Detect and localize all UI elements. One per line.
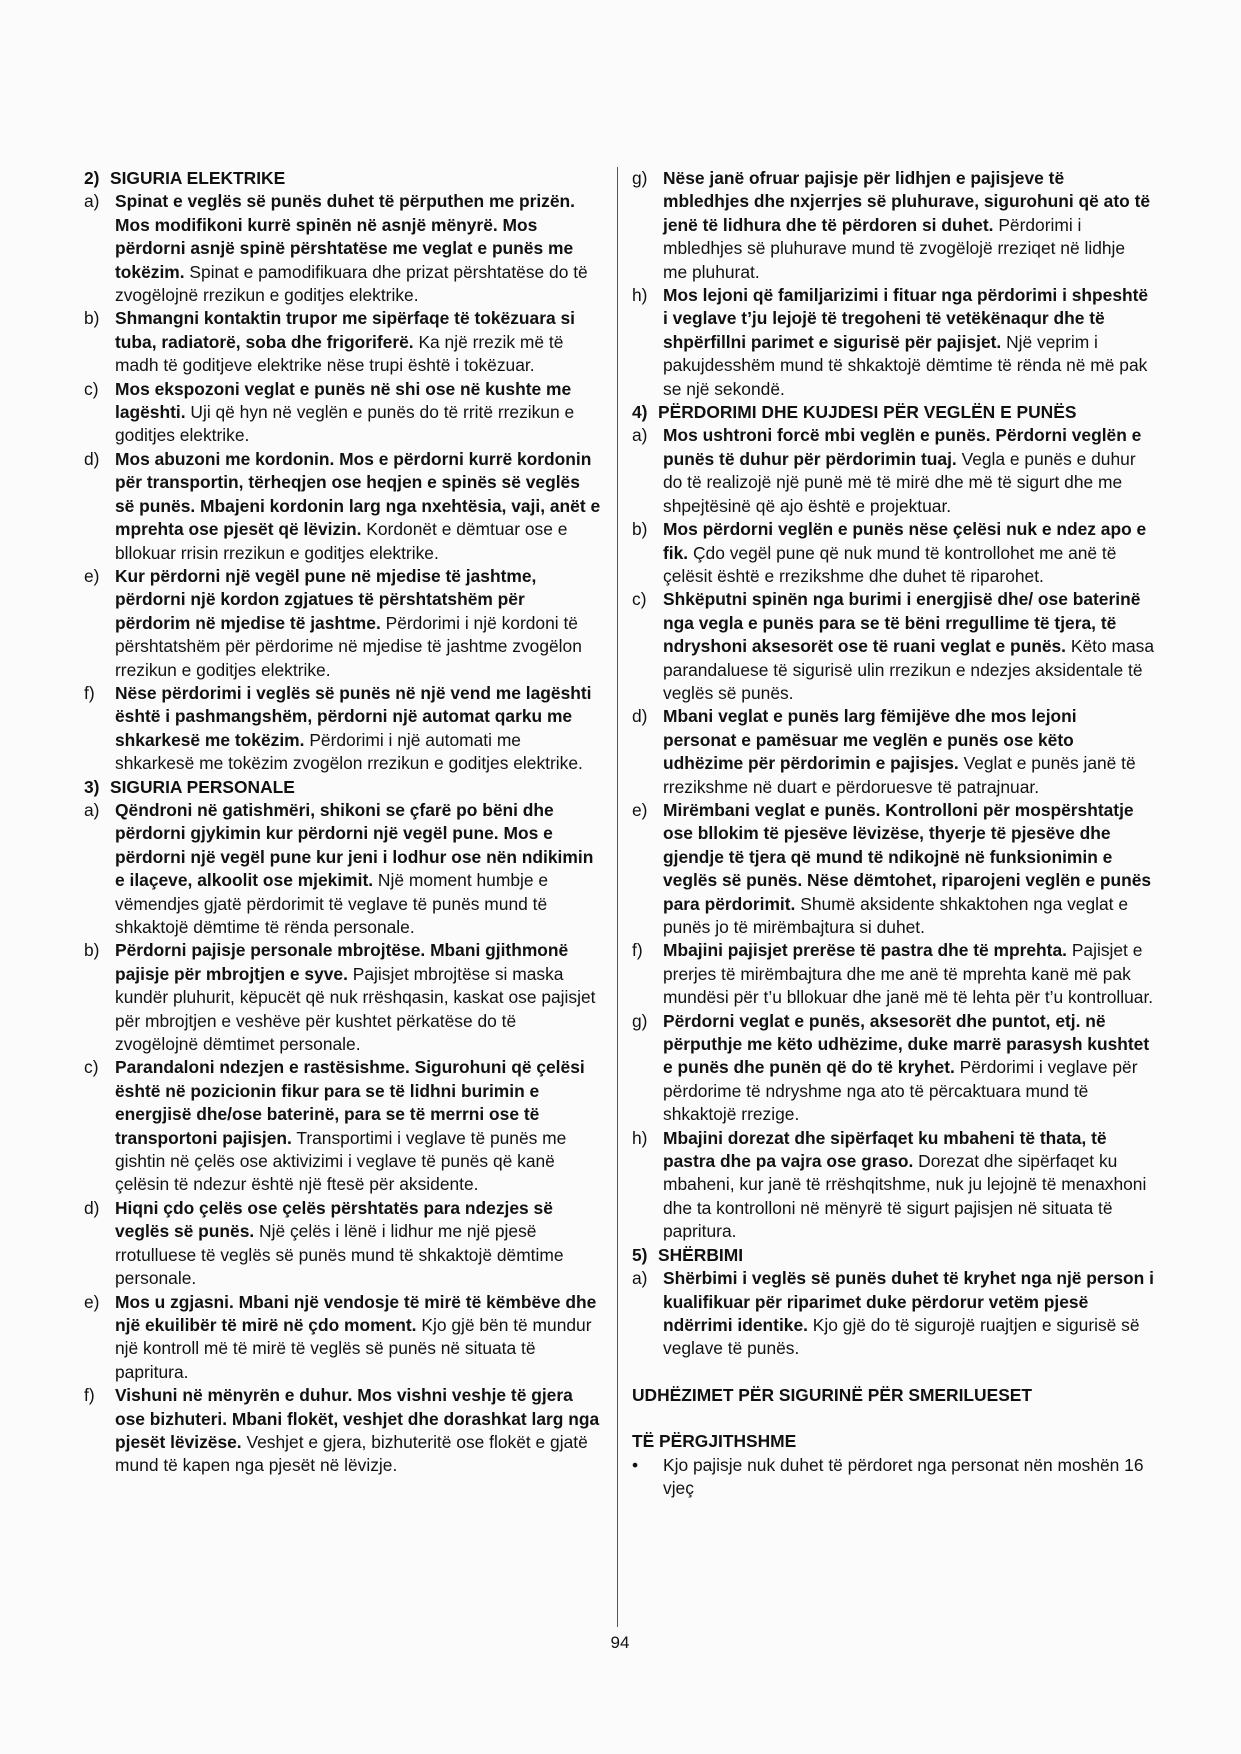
section-number: 3)	[84, 776, 100, 797]
item-bold-text: Mirëmbani veglat e punës. Kontrolloni për mospërshtatje ose bllokim të pjesëve lëvizëse, thyerje të pjesëve dhe gjendje të tjera që mund të ndikojnë në funksionimin e veglës së punës. Nëse dëmtohet, riparojeni veglën e punës para përdorimit.	[663, 799, 1152, 914]
item-bold-text: Shërbimi i veglës së punës duhet të kryhet nga një person i kualifikuar për riparimet duke përdorur vetëm pjesë ndërrimi identike.	[663, 1268, 1154, 1335]
section-number: 4)	[632, 402, 648, 423]
item-text: Përdorimi i veglave për përdorime të ndryshme nga ato të përcaktuara mund të shkaktojë rrezige.	[663, 1057, 1138, 1125]
section-title: SIGURIA ELEKTRIKE	[110, 168, 286, 188]
item-letter: g)	[632, 1010, 648, 1031]
item-letter: b)	[84, 308, 100, 329]
item-letter: a)	[84, 799, 100, 820]
list-item	[84, 448, 604, 565]
item-bold-text: Shmangni kontaktin trupor me sipërfaqe të tokëzuara si tuba, radiatorë, soba dhe frigoriferë.	[115, 308, 575, 352]
section-title: SIGURIA PERSONALE	[110, 776, 295, 797]
list-item	[84, 1056, 604, 1196]
item-bold-text: Parandaloni ndezjen e rastësishme. Sigurohuni që çelësi është në pozicionin fikur para se të lidhni burimin e energjisë dhe/ose baterinë, para se të merrni ose të transportoni pajisjen.	[115, 1057, 585, 1148]
list-item	[632, 799, 1154, 939]
list-item	[84, 1384, 604, 1478]
item-bold-text: Kur përdorni një vegël pune në mjedise të jashtme, përdorni një kordon zgjatues të përshtatshëm për përdorim në mjedise të jashtme.	[115, 565, 537, 633]
item-bold-text: Mos ekspozoni veglat e punës në shi ose në kushte me lagështi.	[115, 378, 572, 423]
item-text: Uji që hyn në veglën e punës do të rritë rrezikun e goditjes elektrike.	[115, 402, 575, 446]
item-text: Ka një rrezik më të madh të goditjeve elektrike nëse trupi është i tokëzuar.	[115, 331, 564, 376]
item-bold-text: Mbajini pajisjet prerëse të pastra dhe të mprehta.	[663, 940, 1067, 961]
item-letter: d)	[632, 706, 648, 727]
item-text: Kjo gjë do të sigurojë ruajtjen e sigurisë së veglave të punës.	[663, 1314, 1140, 1359]
spacer	[632, 1407, 1154, 1430]
item-letter: e)	[84, 565, 100, 586]
item-letter: e)	[632, 799, 648, 820]
item-bold-text: Vishuni në mënyrën e duhur. Mos vishni veshje të gjera ose bizhuteri. Mbani flokët, veshjet dhe dorashkat larg nga pjesët lëvizëse.	[115, 1385, 600, 1452]
item-bold-text: Përdorni veglat e punës, aksesorët dhe puntot, etj. në përputhje me këto udhëzime, duke marrë parasysh kushtet e punës dhe punën që do të kryhet.	[663, 1010, 1150, 1078]
item-letter: d)	[84, 1197, 100, 1218]
item-text: Kordonët e dëmtuar ose e bllokuar rrisin rrezikun e goditjes elektrike.	[115, 519, 568, 563]
section-heading	[84, 167, 604, 190]
list-item	[84, 378, 604, 448]
item-bold-text: Nëse janë ofruar pajisje për lidhjen e pajisjeve të mbledhjes dhe nxjerrjes së pluhurave, sigurohuni që ato të jenë të lidhura dhe të përdoren si duhet.	[663, 168, 1151, 235]
item-text: Dorezat dhe sipërfaqet ku mbaheni, kur janë të rrëshqitshme, nuk ju lejojnë të menaxhoni dhe ta kontrolloni në mënyrë të sigurt pajisjen në situata të papritura.	[663, 1151, 1147, 1242]
left-column	[84, 167, 604, 1478]
list-item	[84, 1291, 604, 1385]
item-text: Pajisjet mbrojtëse si maska kundër pluhurit, këpucët që nuk rrëshqasin, kaskat ose pajisjet për mbrojtjen e veshëve për kushtet përkatëse do të zvogëlojnë dëmtimet personale.	[115, 963, 596, 1055]
section-heading	[632, 1244, 1154, 1267]
item-bold-text: Mos u zgjasni. Mbani një vendosje të mirë të këmbëve dhe një ekuilibër të mirë në çdo moment.	[115, 1291, 597, 1335]
item-letter: c)	[84, 1057, 99, 1078]
list-item	[632, 167, 1154, 284]
item-letter: g)	[632, 168, 648, 188]
item-text: Përdorimi i një automati me shkarkesë me tokëzim zvogëlon rrezikun e goditjes elektrike.	[115, 729, 583, 774]
item-bold-text: Nëse përdorimi i veglës së punës në një vend me lagështi është i pashmangshëm, përdorni një automat qarku me shkarkesë me tokëzim.	[115, 682, 592, 750]
item-letter: c)	[84, 378, 99, 399]
item-letter: h)	[632, 285, 648, 306]
list-item	[632, 1010, 1154, 1127]
item-text: Veshjet e gjera, bizhuteritë ose flokët e gjatë mund të kapen nga pjesët në lëvizje.	[115, 1431, 588, 1476]
bullet-icon: •	[632, 1454, 639, 1475]
general-heading: TË PËRGJITHSHME	[632, 1431, 797, 1452]
item-bold-text: Mos përdorni veglën e punës nëse çelësi nuk e ndez apo e fik.	[663, 519, 1147, 563]
spacer	[632, 1361, 1154, 1384]
bullet-item	[632, 1454, 1154, 1501]
item-text: Spinat e pamodifikuara dhe prizat përshtatëse do të zvogëlojnë rrezikun e goditjes elektrike.	[115, 261, 588, 306]
item-bold-text: Shkëputni spinën nga burimi i energjisë dhe/ ose baterinë nga vegla e punës para se të bëni rregullime të tjera, të ndryshoni aksesorët ose të ruani veglat e punës.	[663, 589, 1141, 657]
item-text: Pajisjet e prerjes të mirëmbajtura dhe me anë të mprehta kanë më pak mundësi për t’u bllokuar dhe janë më të lehta për t’u kontrolluar.	[663, 940, 1154, 1008]
section-heading	[84, 776, 604, 799]
item-letter: a)	[632, 1268, 648, 1289]
item-letter: a)	[632, 425, 648, 446]
list-item	[632, 518, 1154, 588]
list-item	[84, 939, 604, 1056]
item-bold-text: Hiqni çdo çelës ose çelës përshtatës para ndezjes së veglës së punës.	[115, 1197, 553, 1242]
item-text: Përdorimi i mbledhjes së pluhurave mund të zvogëlojë rreziqet në lidhje me pluhurat.	[663, 214, 1126, 282]
item-letter: b)	[84, 940, 100, 961]
list-item	[84, 307, 604, 377]
item-letter: e)	[84, 1291, 100, 1312]
item-bold-text: Mbajini dorezat dhe sipërfaqet ku mbaheni të thata, të pastra dhe pa vajra ose graso.	[663, 1127, 1107, 1172]
list-item	[84, 799, 604, 939]
section-title: SHËRBIMI	[658, 1244, 744, 1265]
bullet-text: Kjo pajisje nuk duhet të përdoret nga personat nën moshën 16 vjeç	[663, 1454, 1144, 1498]
list-item	[84, 682, 604, 776]
list-item	[84, 565, 604, 682]
item-letter: f)	[632, 940, 643, 961]
item-text: Përdorimi i një kordoni të përshtatshëm për përdorime në mjedise të jashtme zvogëlon rrezikun e goditjes elektrike.	[115, 612, 582, 680]
section-heading	[632, 401, 1154, 424]
page-number: 94	[610, 1633, 630, 1652]
list-item	[632, 939, 1154, 1009]
item-text: Kjo gjë bën të mundur një kontroll më të mirë të veglës së punës në situata të papritura.	[115, 1314, 592, 1382]
list-item	[632, 588, 1154, 705]
item-text: Transportimi i veglave të punës me gishtin në çelës ose aktivizimi i veglave të punës që kanë çelësin të ndezur është një ftesë për aksidente.	[115, 1127, 567, 1195]
section-title: PËRDORIMI DHE KUJDESI PËR VEGLËN E PUNËS	[658, 402, 1077, 423]
grinder-safety-heading: UDHËZIMET PËR SIGURINË PËR SMERILUESET	[632, 1384, 1033, 1405]
item-text: Çdo vegël pune që nuk mund të kontrollohet me anë të çelësit është e rrezikshme dhe duhet të riparohet.	[663, 542, 1117, 586]
list-item	[632, 284, 1154, 401]
item-text: Veglat e punës janë të rrezikshme në duart e përdoruesve të patrajnuar.	[663, 753, 1136, 797]
item-letter: c)	[632, 589, 647, 610]
list-item	[632, 1127, 1154, 1244]
item-letter: a)	[84, 191, 100, 212]
item-letter: d)	[84, 448, 100, 469]
item-bold-text: Përdorni pajisje personale mbrojtëse. Mbani gjithmonë pajisje për mbrojtjen e syve.	[115, 940, 569, 984]
list-item	[632, 424, 1154, 518]
list-item	[632, 705, 1154, 799]
item-text: Një moment humbje e vëmendjes gjatë përdorimit të veglave të punës mund të shkaktojë dëmtime të rënda personale.	[115, 870, 549, 937]
item-text: Një veprim i pakujdesshëm mund të shkaktojë dëmtime të rënda në më pak se një sekondë.	[663, 331, 1148, 399]
section-number: 2)	[84, 168, 100, 188]
item-bold-text: Mbani veglat e punës larg fëmijëve dhe mos lejoni personat e pamësuar me veglën e punës ose këto udhëzime për përdorimin e pajisjes.	[663, 706, 1077, 774]
item-text: Shumë aksidente shkaktohen nga veglat e punës jo të mirëmbajtura si duhet.	[663, 893, 1128, 937]
item-bold-text: Mos abuzoni me kordonin. Mos e përdorni kurrë kordonin për transportin, tërheqjen ose heqjen e spinës së veglës së punës. Mbajeni kordonin larg nga nxehtësia, vaji, anët e mprehta ose pjesët që lëvizin.	[115, 448, 601, 540]
item-bold-text: Mos ushtroni forcë mbi veglën e punës. Përdorni veglën e punës të duhur për përdorimin tuaj.	[663, 425, 1142, 469]
item-bold-text: Mos lejoni që familjarizimi i fituar nga përdorimi i shpeshtë i veglave t’ju lejojë të tregoheni të vetëkënaqur dhe të shpërfillni parimet e sigurisë për pajisjet.	[663, 285, 1149, 352]
item-letter: f)	[84, 682, 95, 703]
column-divider	[617, 167, 618, 1627]
item-bold-text: Spinat e veglës së punës duhet të përputhen me prizën. Mos modifikoni kurrë spinën në asnjë mënyrë. Mos përdorni asnjë spinë përshtatëse me veglat e punës me tokëzim.	[115, 191, 575, 282]
right-column	[632, 167, 1154, 1500]
list-item	[84, 1197, 604, 1291]
item-text: Vegla e punës e duhur do të realizojë një punë më të mirë dhe më të sigurt dhe me shpejtësinë që ajo është e projektuar.	[663, 448, 1136, 516]
item-letter: f)	[84, 1385, 95, 1406]
item-text: Një çelës i lënë i lidhur me një pjesë rrotulluese të veglës së punës mund të shkaktojë dëmtime personale.	[115, 1221, 564, 1289]
list-item	[84, 190, 604, 307]
item-letter: b)	[632, 519, 648, 540]
section-number: 5)	[632, 1244, 648, 1265]
list-item	[632, 1267, 1154, 1361]
item-text: Këto masa parandaluese të sigurisë ulin rrezikun e ndezjes aksidentale të veglës së punës.	[663, 636, 1154, 703]
item-bold-text: Qëndroni në gatishmëri, shikoni se çfarë po bëni dhe përdorni gjykimin kur përdorni një vegël pune. Mos e përdorni një vegël pune kur jeni i lodhur ose nën ndikimin e ilaçeve, alkoolit ose mjekimit.	[115, 799, 594, 891]
item-letter: h)	[632, 1127, 648, 1148]
